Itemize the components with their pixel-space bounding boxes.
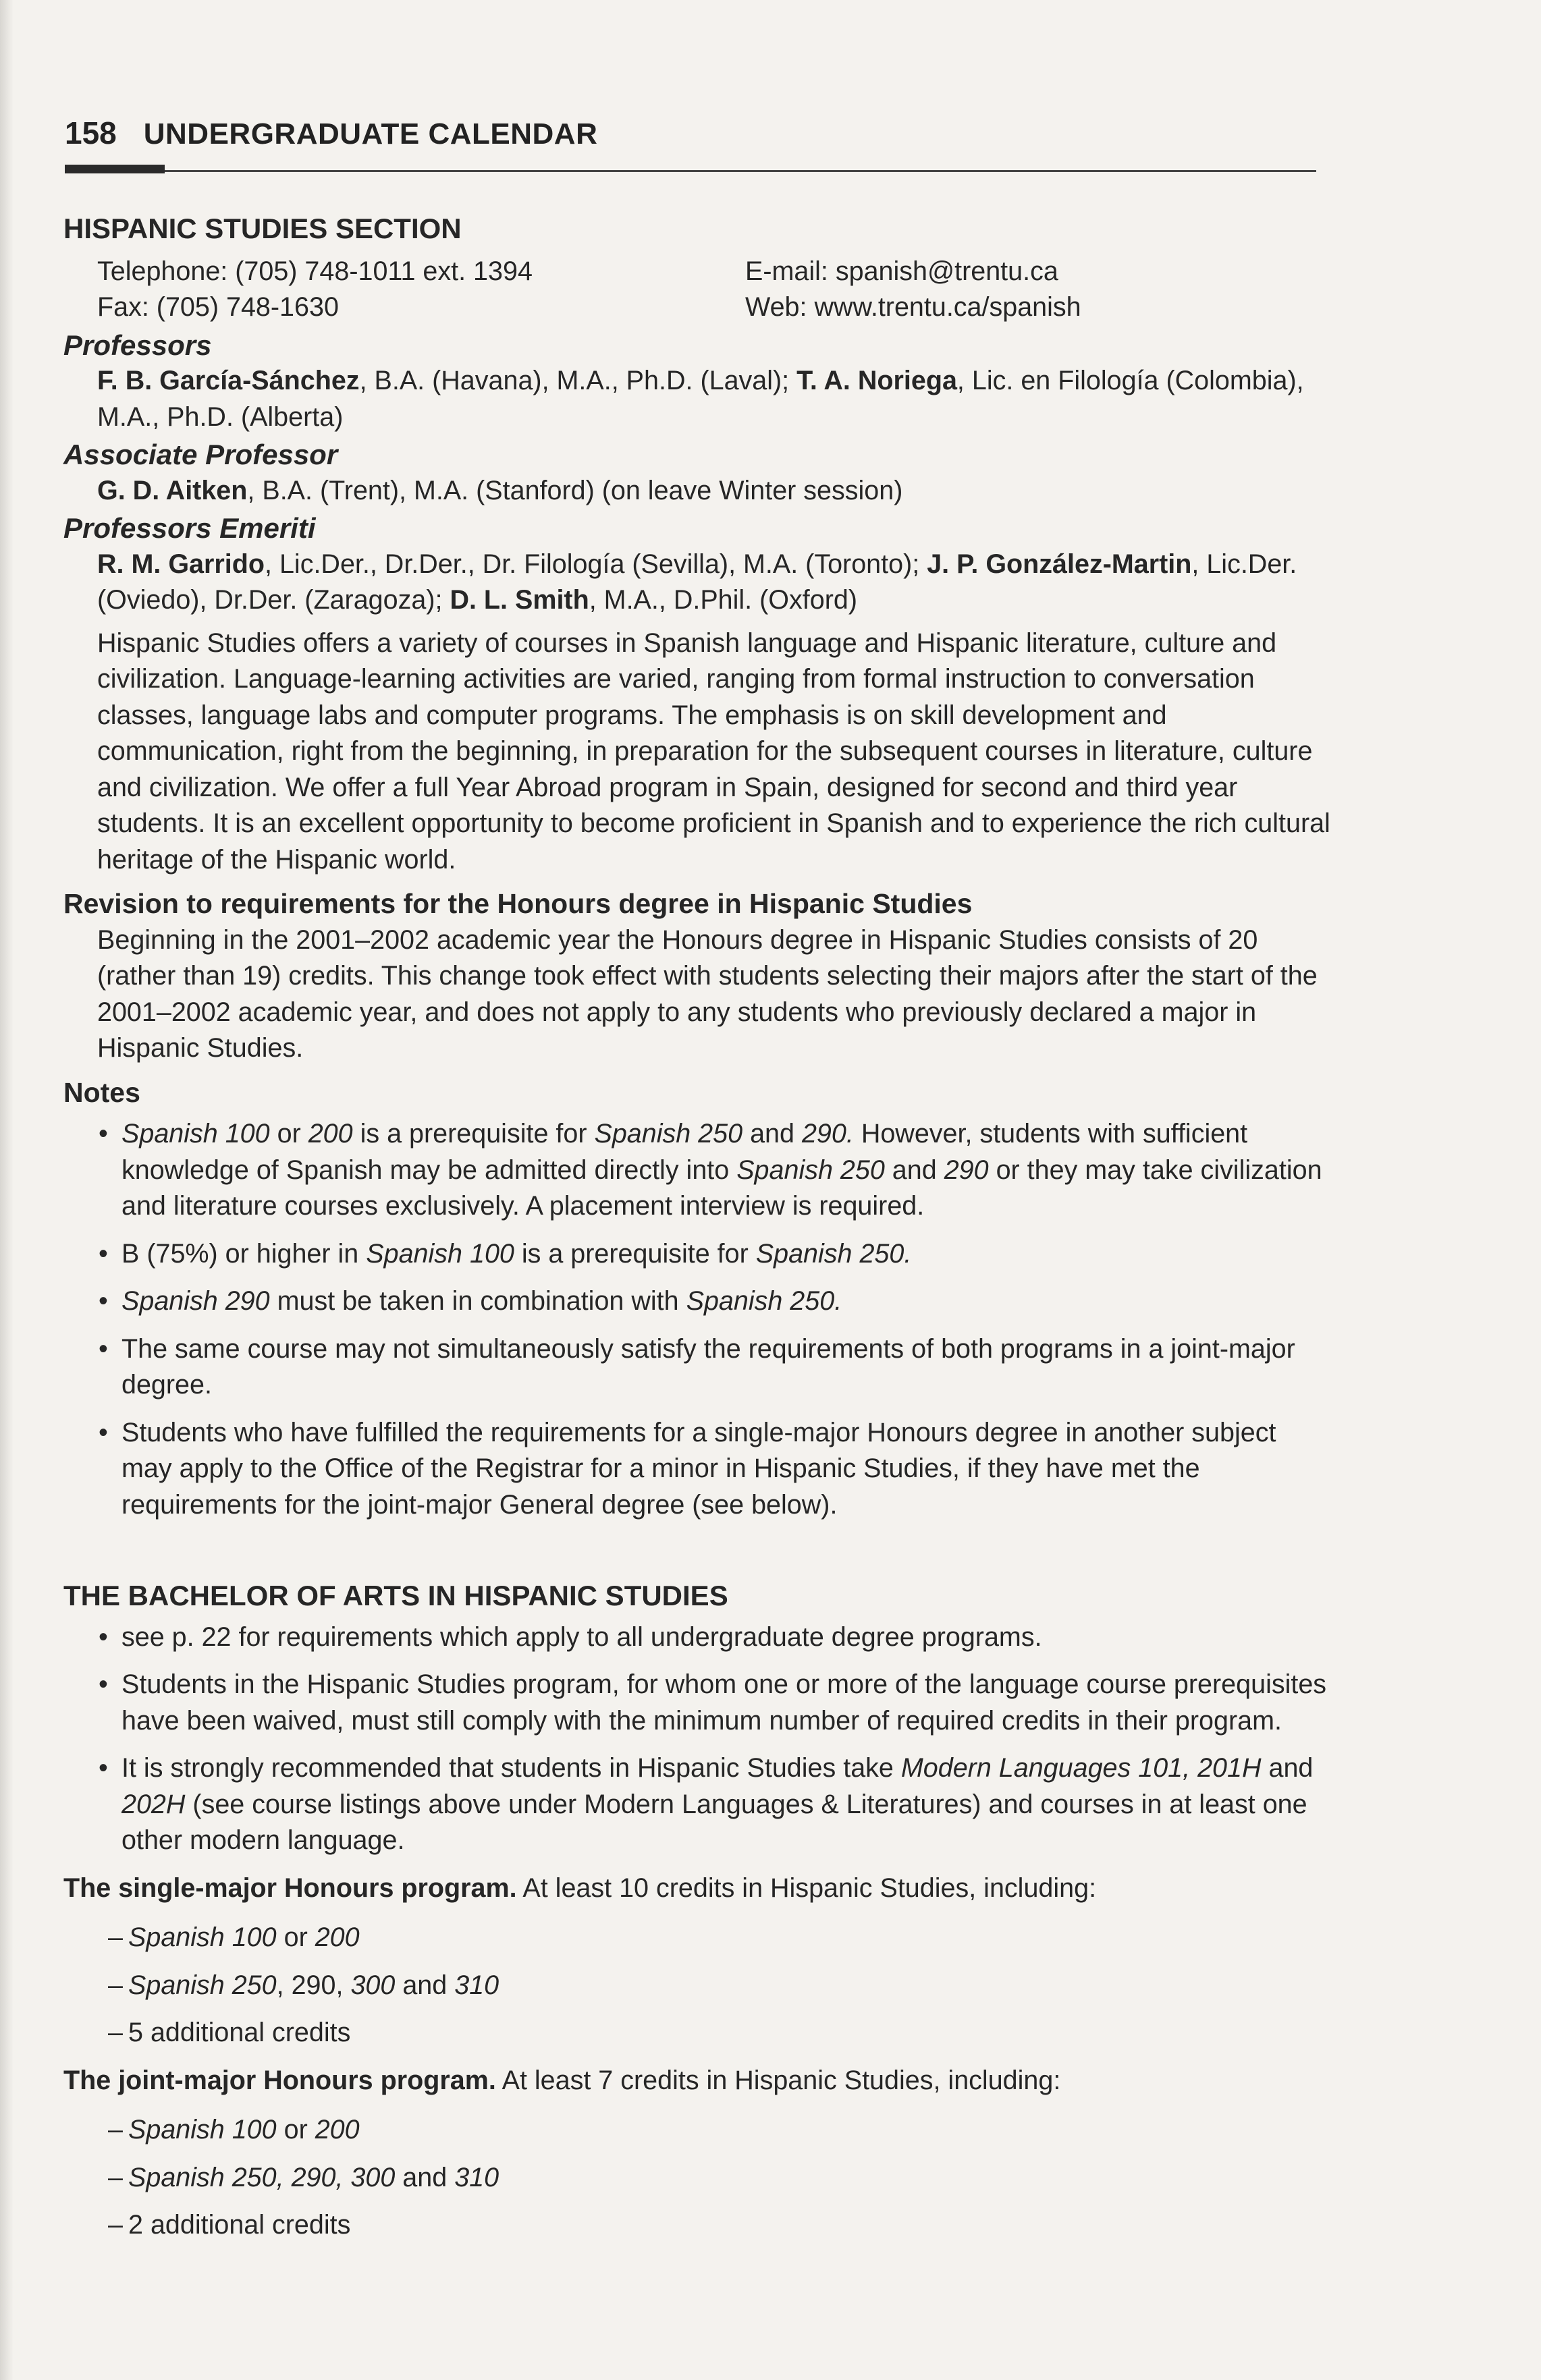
course-ref: 290 (944, 1155, 989, 1185)
text: It is strongly recommended that students in Hispanic Studies take (121, 1753, 901, 1783)
single-major-list (63, 1920, 1332, 2051)
faculty-credentials: , B.A. (Havana), M.A., Ph.D. (Laval); (359, 366, 797, 395)
faculty-credentials: , Lic. en Filología (Colombia), M.A., Ph.D. (Alberta) (97, 366, 1304, 432)
joint-major-program (63, 2063, 1332, 2099)
faculty-name: D. L. Smith (450, 585, 589, 615)
header-title: UNDERGRADUATE CALENDAR (143, 117, 598, 150)
course-ref: Modern Languages 101, 201H (900, 1753, 1262, 1783)
contact-info (97, 254, 1332, 326)
faculty-credentials: , M.A., D.Phil. (Oxford) (589, 585, 857, 615)
faculty-name: R. M. Garrido (97, 549, 265, 579)
text: , 290, (276, 1970, 351, 2000)
joint-major-list (63, 2112, 1332, 2244)
course-ref: Spanish 250, 290, 300 (128, 2162, 396, 2192)
professors-list (97, 363, 1332, 435)
text: (see course listings above under Modern Languages & Literatures) and courses in at least one other modern language. (121, 1789, 1307, 1855)
list-item (128, 2160, 1332, 2196)
main-content (63, 211, 1332, 2255)
notes-heading: Notes (63, 1076, 140, 1108)
text: and (395, 2162, 455, 2192)
list-item (128, 1968, 1332, 2004)
course-ref: Spanish 250. (755, 1238, 912, 1269)
ba-heading: THE BACHELOR OF ARTS IN HISPANIC STUDIES (63, 1580, 728, 1611)
revision-heading: Revision to requirements for the Honours degree in Hispanic Studies (63, 888, 973, 919)
single-major-program (63, 1871, 1332, 1907)
text: or they may take civilization and literature courses exclusively. A placement interview is required. (121, 1155, 1322, 1221)
list-item: • Students in the Hispanic Studies program, for whom one or more of the language course prerequisites have been waived, must still comply with the minimum number of required credits in their program. (121, 1667, 1332, 1739)
list-item: • The same course may not simultaneously satisfy the requirements of both programs in a joint-major degree. (121, 1331, 1332, 1404)
spacer (63, 1534, 1332, 1578)
page-header (65, 115, 597, 151)
course-ref: 310 (454, 2162, 499, 2192)
course-ref: 200 (315, 1922, 360, 1952)
header-rule (65, 170, 1316, 172)
page-edge-shadow (0, 0, 13, 2380)
course-ref: Spanish 250 (128, 1970, 277, 2000)
emeriti-list (97, 547, 1332, 619)
faculty-name: T. A. Noriega (796, 366, 957, 395)
list-item: • Students who have fulfilled the requirements for a single-major Honours degree in another subject may apply to the Office of the Registrar for a minor in Hispanic Studies, if they have met the requirements for the joint-major General degree (see below). (121, 1415, 1332, 1524)
list-item (128, 2112, 1332, 2149)
text: and (395, 1970, 455, 2000)
text: and (742, 1119, 802, 1149)
course-ref: Spanish 100 (128, 1922, 277, 1952)
ba-list (63, 1620, 1332, 1859)
page-number: 158 (65, 115, 117, 150)
course-ref: 300 (350, 1970, 396, 2000)
list-item: • see p. 22 for requirements which apply to all undergraduate degree programs. (121, 1620, 1332, 1656)
list-item (121, 1750, 1332, 1859)
list-item (121, 1116, 1332, 1225)
notes-list (63, 1116, 1332, 1523)
course-ref: Spanish 250 (736, 1155, 885, 1185)
text: is a prerequisite for (352, 1119, 595, 1149)
course-ref: Spanish 250 (594, 1119, 743, 1149)
email: E-mail: spanish@trentu.ca (745, 256, 1058, 286)
program-text: At least 10 credits in Hispanic Studies, including: (516, 1873, 1097, 1903)
course-ref: 200 (308, 1119, 353, 1149)
list-item (128, 1920, 1332, 1956)
course-ref: Spanish 100 (128, 2115, 277, 2144)
text: However, students with sufficient knowledge of Spanish may be admitted directly into (121, 1119, 1248, 1185)
course-ref: 200 (315, 2115, 360, 2144)
program-text: At least 7 credits in Hispanic Studies, including: (495, 2065, 1061, 2095)
course-ref: Spanish 100 (121, 1119, 270, 1149)
associate-professors-list (97, 473, 1332, 509)
faculty-name: J. P. González-Martin (927, 549, 1192, 579)
list-item (121, 1283, 1332, 1320)
text: must be taken in combination with (269, 1286, 686, 1316)
intro-paragraph: Hispanic Studies offers a variety of courses in Spanish language and Hispanic literature, culture and civilization. Language-learning activities are varied, ranging from formal instruction to conversation classes, language labs and computer programs. The emphasis is on skill development and communication, right from the beginning, in preparation for the subsequent courses in literature, culture and civilization. We offer a full Year Abroad program in Spain, designed for second and third year students. It is an excellent opportunity to become proficient in Spanish and to experience the rich cultural heritage of the Hispanic world. (97, 628, 1330, 875)
course-ref: 290. (801, 1119, 854, 1149)
text: or (276, 2115, 315, 2144)
faculty-credentials: , Lic.Der., Dr.Der., Dr. Filología (Sevilla), M.A. (Toronto); (265, 549, 927, 579)
professors-label: Professors (63, 329, 212, 361)
text: or (269, 1119, 308, 1149)
faculty-credentials: , B.A. (Trent), M.A. (Stanford) (on leave Winter session) (247, 475, 903, 505)
course-ref: Spanish 290 (121, 1286, 270, 1316)
fax: Fax: (705) 748-1630 (97, 292, 339, 322)
program-label: The joint-major Honours program. (63, 2065, 496, 2095)
revision-text: Beginning in the 2001–2002 academic year the Honours degree in Hispanic Studies consists of 20 (rather than 19) credits. This change took effect with students selecting their majors after the start of the 2001–2002 academic year, and does not apply to any students who previously declared a major in Hispanic Studies. (97, 924, 1318, 1063)
list-item: – 5 additional credits (128, 2015, 1332, 2051)
faculty-name: G. D. Aitken (97, 475, 248, 505)
course-ref: 202H (121, 1789, 186, 1819)
web: Web: www.trentu.ca/spanish (745, 292, 1081, 322)
telephone: Telephone: (705) 748-1011 ext. 1394 (97, 256, 533, 286)
text: or (276, 1922, 315, 1952)
associate-professor-label: Associate Professor (63, 439, 338, 470)
text: is a prerequisite for (514, 1238, 756, 1269)
list-item (121, 1236, 1332, 1273)
text: and (884, 1155, 944, 1185)
section-title: HISPANIC STUDIES SECTION (63, 213, 462, 244)
emeriti-label: Professors Emeriti (63, 512, 316, 544)
course-ref: 310 (454, 1970, 499, 2000)
header-rule-accent (65, 165, 165, 173)
text: B (75%) or higher in (121, 1238, 367, 1269)
course-ref: Spanish 250. (686, 1286, 842, 1316)
list-item: – 2 additional credits (128, 2207, 1332, 2244)
text: and (1261, 1753, 1314, 1783)
faculty-name: F. B. García-Sánchez (97, 366, 360, 395)
course-ref: Spanish 100 (366, 1238, 514, 1269)
program-label: The single-major Honours program. (63, 1873, 517, 1903)
faculty-credentials: , Lic.Der. (Oviedo), Dr.Der. (Zaragoza); (97, 549, 1297, 615)
